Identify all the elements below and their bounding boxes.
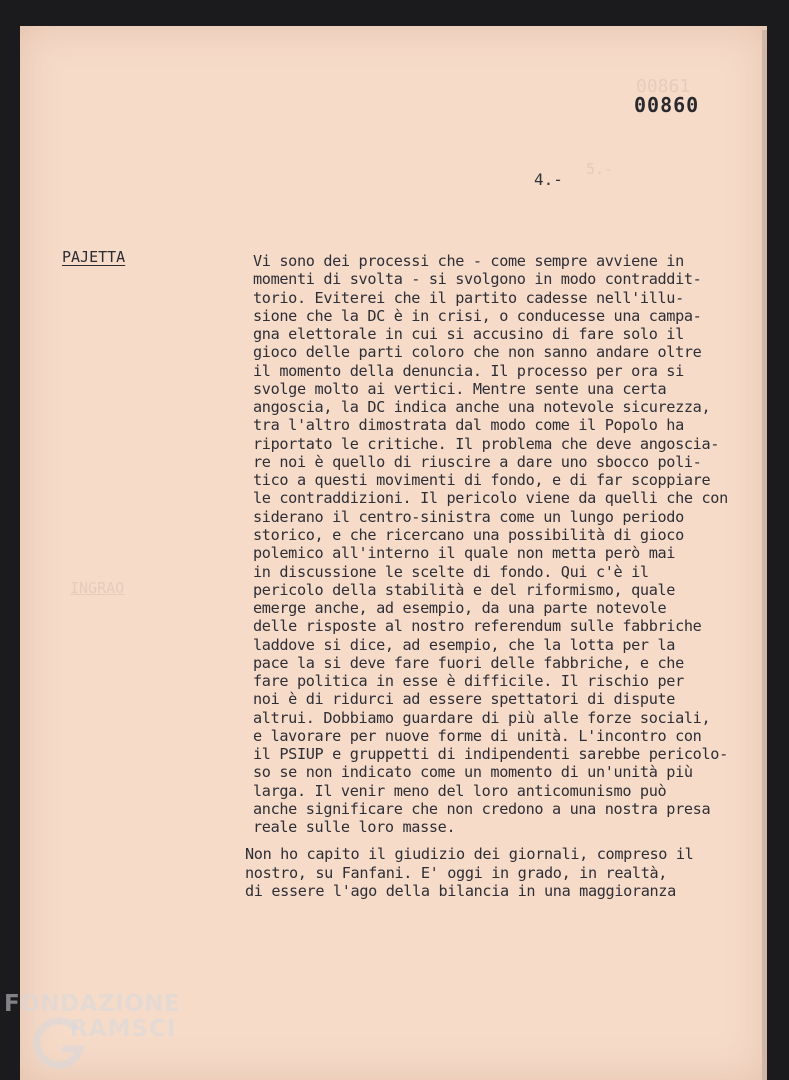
text-line: angoscia, la DC indica anche una notevole sicurezza, bbox=[253, 398, 711, 417]
speaker-name: PAJETTA bbox=[62, 248, 126, 266]
watermark-line-1: FONDAZIONE bbox=[4, 991, 181, 1017]
text-line: so se non indicato come un momento di un'unità più bbox=[253, 763, 693, 782]
text-line: anche significare che non credono a una nostra presa bbox=[253, 799, 711, 818]
text-line: tico a questi movimenti di fondo, e di far scoppiare bbox=[253, 471, 711, 490]
text-line: polemico all'interno il quale non metta però mai bbox=[253, 544, 676, 563]
text-line: siderano il centro-sinistra come un lungo periodo bbox=[253, 507, 684, 526]
text-line: reale sulle loro masse. bbox=[253, 818, 456, 837]
text-line: momenti di svolta - si svolgono in modo contraddit- bbox=[253, 270, 702, 289]
speech-paragraph-2 bbox=[245, 845, 765, 901]
speech-paragraph-1 bbox=[253, 252, 773, 837]
bleed-through-number: 00861 bbox=[636, 76, 691, 97]
text-line: re noi è quello di riuscire a dare uno sbocco poli- bbox=[253, 452, 702, 471]
text-line: in discussione le scelte di fondo. Qui c'è il bbox=[253, 562, 649, 581]
text-line: tra l'altro dimostrata dal modo come il Popolo ha bbox=[253, 416, 684, 435]
bleed-through-speaker: INGRAO bbox=[70, 579, 125, 597]
text-line: larga. Il venir meno del loro anticomunismo può bbox=[253, 781, 667, 800]
text-line: di essere l'ago della bilancia in una maggioranza bbox=[245, 882, 676, 900]
text-line: altrui. Dobbiamo guardare di più alle forze sociali, bbox=[253, 708, 711, 727]
text-line: svolge molto ai vertici. Mentre sente una certa bbox=[253, 379, 667, 398]
text-line: delle risposte al nostro referendum sulle fabbriche bbox=[253, 617, 702, 636]
text-line: le contraddizioni. Il pericolo viene da quelli che con bbox=[253, 489, 728, 508]
document-number: 00860 bbox=[634, 93, 700, 117]
text-line: Non ho capito il giudizio dei giornali, compreso il bbox=[245, 845, 694, 863]
text-line: storico, e che ricercano una possibilità di gioco bbox=[253, 525, 684, 544]
text-line: il PSIUP e gruppetti di indipendenti sarebbe pericolo- bbox=[253, 745, 728, 764]
text-line: il momento della denuncia. Il processo per ora si bbox=[253, 361, 684, 380]
text-line: sione che la DC è in crisi, o conducesse una campa- bbox=[253, 306, 702, 325]
text-line: torio. Eviterei che il partito cadesse nell'illu- bbox=[253, 288, 684, 307]
text-line: gioco delle parti coloro che non sanno andare oltre bbox=[253, 343, 702, 362]
text-line: pericolo della stabilità e del riformismo, quale bbox=[253, 580, 676, 599]
text-line: Vi sono dei processi che - come sempre avviene in bbox=[253, 252, 684, 270]
text-line: noi è di ridurci ad essere spettatori di dispute bbox=[253, 690, 676, 709]
text-line: gna elettorale in cui si accusino di fare solo il bbox=[253, 325, 684, 344]
page-number: 4.- bbox=[534, 170, 563, 189]
watermark bbox=[4, 993, 180, 1041]
text-line: nostro, su Fanfani. E' oggi in grado, in realtà, bbox=[245, 863, 668, 882]
text-line: riportato le critiche. Il problema che deve angoscia- bbox=[253, 434, 720, 453]
text-line: emerge anche, ad esempio, da una parte notevole bbox=[253, 599, 667, 618]
text-line: e lavorare per nuove forme di unità. L'incontro con bbox=[253, 726, 702, 745]
bleed-through-page: 5.- bbox=[586, 160, 614, 178]
watermark-line-2: RAMSCI bbox=[70, 1016, 177, 1042]
text-line: laddove si dice, ad esempio, che la lotta per la bbox=[253, 635, 676, 654]
text-line: pace la si deve fare fuori delle fabbriche, e che bbox=[253, 653, 684, 672]
text-line: fare politica in esse è difficile. Il rischio per bbox=[253, 672, 684, 691]
